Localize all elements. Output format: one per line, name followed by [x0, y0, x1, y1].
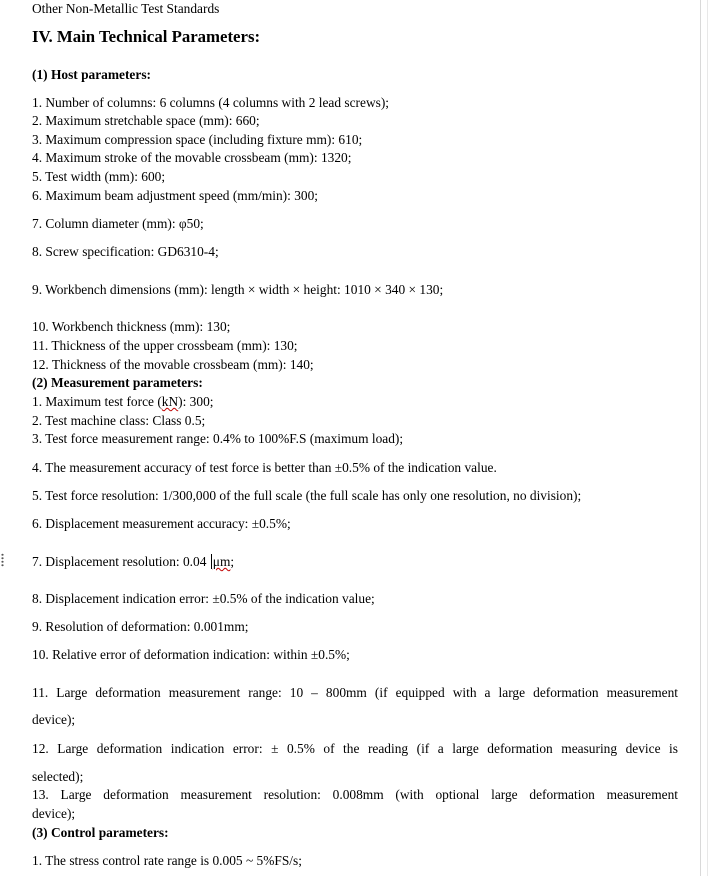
list-item: 13. Large deformation measurement resolution: 0.008mm (with optional large deformation measurement: [32, 787, 678, 802]
list-item: [32, 554, 234, 570]
item-text: 7. Displacement resolution: 0.04: [32, 554, 210, 569]
list-item: 12. Large deformation indication error: ± 0.5% of the reading (if a large deformation measuring device is: [32, 741, 678, 756]
list-item: 2. Maximum stretchable space (mm): 660;: [32, 113, 260, 128]
list-item: 7. Column diameter (mm): φ50;: [32, 216, 204, 231]
drag-handle-icon[interactable]: [1, 553, 4, 567]
list-item: 1. The stress control rate range is 0.005 ~ 5%FS/s;: [32, 853, 302, 868]
list-item: 9. Resolution of deformation: 0.001mm;: [32, 619, 249, 634]
list-item: 10. Relative error of deformation indication: within ±0.5%;: [32, 647, 350, 662]
section-title: IV. Main Technical Parameters:: [32, 27, 261, 46]
list-item-continuation: device);: [32, 712, 76, 727]
control-heading: (3) Control parameters:: [32, 825, 169, 840]
list-item: 8. Screw specification: GD6310-4;: [32, 244, 219, 259]
list-item: 4. The measurement accuracy of test force is better than ±0.5% of the indication value.: [32, 460, 497, 475]
text-cursor: [211, 554, 212, 569]
list-item: 4. Maximum stroke of the movable crossbeam (mm): 1320;: [32, 150, 352, 165]
list-item-continuation: device);: [32, 806, 76, 821]
list-item: 5. Test force resolution: 1/300,000 of the full scale (the full scale has only one resolution, no division);: [32, 488, 582, 503]
list-item: 10. Workbench thickness (mm): 130;: [32, 319, 231, 334]
unit-text: kN: [161, 394, 179, 409]
list-item: 3. Test force measurement range: 0.4% to 100%F.S (maximum load);: [32, 431, 404, 446]
list-item: 6. Maximum beam adjustment speed (mm/min): 300;: [32, 188, 318, 203]
unit-text: μm: [212, 554, 231, 569]
item-text: 1. Maximum test force (: [32, 394, 162, 409]
list-item: 1. Number of columns: 6 columns (4 columns with 2 lead screws);: [32, 95, 390, 110]
list-item-continuation: selected);: [32, 769, 84, 784]
item-text: ): 300;: [178, 394, 214, 409]
page-edge: [700, 0, 701, 876]
list-item: 8. Displacement indication error: ±0.5% of the indication value;: [32, 591, 375, 606]
list-item: [32, 394, 214, 410]
list-item: 11. Large deformation measurement range: 10 – 800mm (if equipped with a large deformation measurement: [32, 685, 678, 700]
page-edge-shadow: [707, 0, 708, 876]
host-heading: (1) Host parameters:: [32, 67, 151, 82]
list-item: 2. Test machine class: Class 0.5;: [32, 413, 206, 428]
item-text: ;: [230, 554, 235, 569]
list-item: 9. Workbench dimensions (mm): length × width × height: 1010 × 340 × 130;: [32, 282, 444, 297]
measurement-heading: (2) Measurement parameters:: [32, 375, 203, 390]
list-item: 6. Displacement measurement accuracy: ±0.5%;: [32, 516, 291, 531]
list-item: 11. Thickness of the upper crossbeam (mm): 130;: [32, 338, 298, 353]
header-line: Other Non-Metallic Test Standards: [32, 1, 220, 16]
list-item: 3. Maximum compression space (including fixture mm): 610;: [32, 132, 363, 147]
list-item: 5. Test width (mm): 600;: [32, 169, 166, 184]
list-item: 12. Thickness of the movable crossbeam (mm): 140;: [32, 357, 314, 372]
